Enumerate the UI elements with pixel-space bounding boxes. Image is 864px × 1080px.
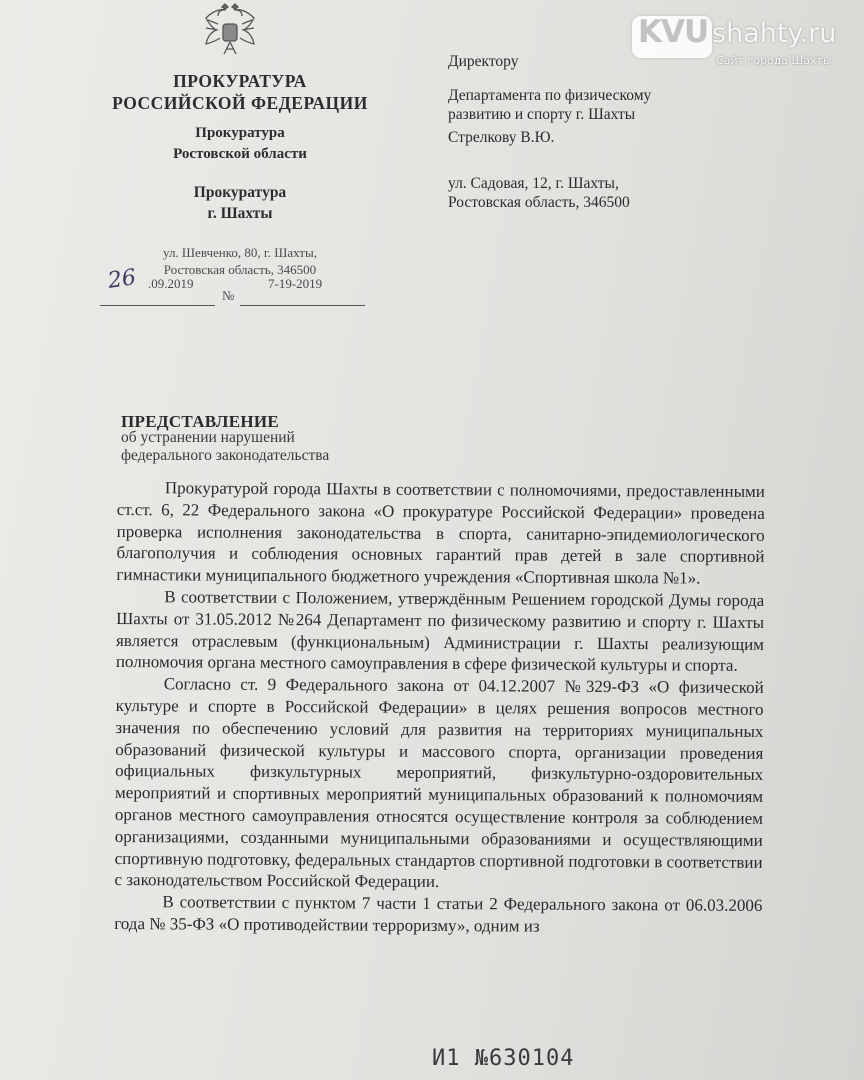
watermark-brand-a: KVU [638,14,709,50]
addressee-department [448,86,651,124]
document-number: 7-19-2019 [268,276,323,291]
org-line-1: ПРОКУРАТУРА [173,71,307,91]
document-subtitle-line-2: федерального законодательства [121,447,330,464]
russian-coat-of-arms-icon [200,2,260,62]
addressee-department-line-2: развитию и спорту г. Шахты [448,106,636,123]
city-line-2: г. Шахты [207,205,273,222]
city-line-1: Прокуратура [193,184,287,201]
body-paragraph-2: В соответствии с Положением, утверждённым Решением городской Думы города Шахты от 31.05.2012 №264 Департамент по физическому развитию и спорту г. Шахты является отраслевым (функциональным) Администрации г. Шахты реализующим полномочия органа местного самоуправления в сфере физической культуры и спорта. [115,587,765,676]
body-paragraph-3: Согласно ст. 9 Федерального закона от 04.12.2007 №329-ФЗ «О физической культуре и спорте в Российской Федерации» в целях решения вопросов местного значения по обеспечению условий для развития на территориях муниципальных образований физической культуры и массового спорта, организации проведения официальных физкультурных мероприятий, физкультурно-оздоровительных мероприятий и спортивных мероприятий муниципальных образований к полномочиям органов местного самоуправления относятся осуществление контроля за соблюдением организациями, созданными муниципальными образованиями и осуществляющими спортивную подготовку, федеральных стандартов спортивной подготовки в соответствии с законодательством Российской Федерации. [114,674,764,892]
watermark-brand-b: shahty.ru [712,18,837,49]
region-line-2: Ростовской области [173,146,307,162]
number-label: № [222,288,235,303]
document-body [114,477,765,939]
body-paragraph-1: Прокуратурой города Шахты в соответствии с полномочиями, предоставленными ст.ст. 6, 22 Федерального закона «О прокуратуре Российской Федерации» проведена проверка исполнения законодательства в спорта, санитарно-эпидемиологического благополучия и соблюдения основных гарантий прав детей в зале спортивной гимнастики муниципального бюджетного учреждения «Спортивная школа №1». [116,478,765,588]
region-prosecutor [90,123,390,165]
addressee-address [448,174,630,212]
region-line-1: Прокуратура [195,125,285,141]
addressee-department-line-1: Департамента по физическому [448,87,652,104]
addressee-address-line-1: ул. Садовая, 12, г. Шахты, [448,175,619,192]
date-underline [100,305,215,306]
org-line-2: РОССИЙСКОЙ ФЕДЕРАЦИИ [112,93,368,113]
watermark-tagline: Сайт города Шахты [716,54,832,67]
document-subtitle [121,429,329,465]
sender-address-line-1: ул. Шевченко, 80, г. Шахты, [163,245,317,260]
handwritten-day: 26 [106,265,138,294]
number-underline [240,305,365,306]
org-name [90,70,390,114]
city-prosecutor [90,182,390,224]
document-subtitle-line-1: об устранении нарушений [121,429,295,446]
body-paragraph-4: В соответствии с пунктом 7 части 1 статьи 2 Федерального закона от 06.03.2006 года № 35-ФЗ «О противодействии терроризму», одним из [114,892,763,936]
document-title: ПРЕДСТАВЛЕНИЕ [121,412,280,431]
document-date: .09.2019 [148,276,194,291]
sender-address-line-2: Ростовская область, 346500 [163,262,317,277]
form-serial-number: И1 №630104 [432,1046,575,1071]
addressee-title: Директору [448,53,519,70]
addressee-address-line-2: Ростовская область, 346500 [448,194,630,211]
site-watermark [632,14,850,72]
addressee-name: Стрелкову В.Ю. [448,129,555,146]
